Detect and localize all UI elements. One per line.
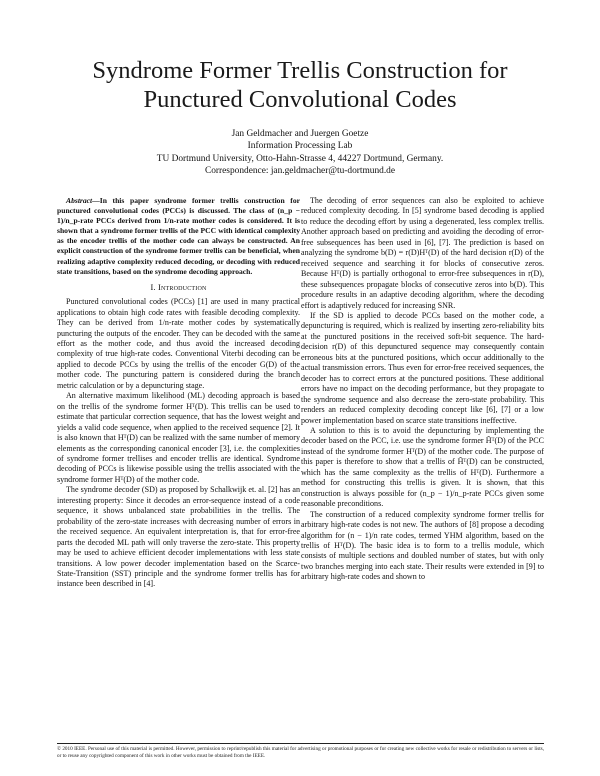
left-paragraph-3: The syndrome decoder (SD) as proposed by Schalkwijk et. al. [2] has an interesting property: Since it decodes an error-sequence instead of a code sequence, it shows unbalanced state probabilities in the trellis. The probability of the zero-state increases with decreasing number of errors in the received sequence. An equivalent interpretation is, that for error-free parts the decoded ML path will only traverse the zero-state. This property may be used to achieve efficient decoder implementations with less state transitions. A low power decoder implementation based on the Scarce-State-Transition (SST) principle and the syndrome former trellis has for instance been described in [4]. <box>57 485 300 589</box>
abstract <box>57 196 300 277</box>
author-affiliation: TU Dortmund University, Otto-Hahn-Strasse 4, 44227 Dortmund, Germany. <box>156 153 444 164</box>
left-paragraph-1: Punctured convolutional codes (PCCs) [1] are used in many practical applications to obtain high code rates with feasible decoding complexity. They can be derived from 1/n-rate mother codes by systematically puncturing the outputs of the encoder. They can be decoded with the same effort as the mother code, and thus avoid the increased decoding complexity of true high-rate codes. Conventional Viterbi decoding can be applied to decode PCCs by using the trellis of the encoder G(D) of the mother code. The puncturing pattern is considered during the branch metric calculation or by a depuncturing stage. <box>57 297 300 390</box>
right-paragraph-1: The decoding of error sequences can also be exploited to achieve reduced complexity decoding. In [5] syndrome based decoding is applied to reduce the decoding effort by using a degenerated, less complex trellis. Another approach based on predicting and avoiding the decoding of error-free subsequences has been used in [6], [7]. The prediction is based on analyzing the syndrome b(D) = r(D)Hᵀ(D) of the hard decision r(D) of the received sequence and searching it for blocks of consecutive zeros. Because Hᵀ(D) is partially orthogonal to error-free subsequences in r(D), these subsequences propagate blocks of consecutive zeros into b(D). This procedure results in an adaptive decoding algorithm, where the decoding effort is adaptively reduced for increasing SNR. <box>301 196 544 310</box>
abstract-label: Abstract <box>66 196 93 205</box>
abstract-text: —In this paper syndrome former trellis construction for punctured convolutional codes (PCCs) is discussed. The class of (n_p − 1)/n_p-rate PCCs derived from 1/n-rate mother codes is considered. It is shown that a syndrome former trellis of the PCC with identical complexity as the encoder trellis of the mother code can always be constructed. An explicit construction of the syndrome former trellis can be beneficial, when realizing adaptive complexity reduced decoding, or decoding with reduced state transitions, based on the syndrome decoding approach. <box>57 196 300 276</box>
left-column <box>57 196 300 590</box>
left-paragraph-2: An alternative maximum likelihood (ML) decoding approach is based on the trellis of the syndrome former Hᵀ(D). This trellis can be used to estimate that particular correction sequence, that has the lowest weight and yields a valid code sequence, when applied to the received sequence [2]. It is also known that Hᵀ(D) can be realized with the same number of memory elements as the corresponding canonical encoder [3], i.e. the complexities of syndrome former trellises and encoder trellis are identical. Syndrome decoding of PCCs is likewise possible using the trellis associated with the syndrome former Hᵀ(D) of the mother code. <box>57 391 300 484</box>
paper-title <box>40 56 560 114</box>
right-column <box>301 196 544 583</box>
section-title: Introduction <box>158 282 207 292</box>
author-correspondence: Correspondence: jan.geldmacher@tu-dortmund.de <box>204 166 396 177</box>
title-line-1: Syndrome Former Trellis Construction for <box>92 57 508 84</box>
section-number: I. <box>150 282 156 292</box>
title-line-2: Punctured Convolutional Codes <box>143 86 457 113</box>
right-paragraph-3: A solution to this is to avoid the depuncturing by implementing the decoder based on the PCC, i.e. use the syndrome former H̃ᵀ(D) of the PCC instead of the syndrome former Hᵀ(D) of the mother code. The purpose of this paper is therefore to show that a trellis of H̃ᵀ(D) can be constructed, which has the same complexity as the trellis of Hᵀ(D). Furthermore a method for constructing this trellis is given. It is shown, that this construction is always possible for (n_p − 1)/n_p-rate PCCs given some reasonable preconditions. <box>301 425 544 509</box>
author-names: Jan Geldmacher and Juergen Goetze <box>231 129 369 139</box>
right-paragraph-2: If the SD is applied to decode PCCs based on the mother code, a depuncturing is required, which is realized by inserting zero-reliability bits at the punctured positions in the received soft-bit sequence. The hard-decision r(D) of this depunctured sequence may consequently contain erroneous bits at the punctured positions, which occur additionally to the actual transmission errors. Thus even for error-free received sequences, the decoder has to correct errors at the punctured positions. These additional errors have no impact on the decoding performance, but they propagate to the syndrome sequence and also decrease the zero-state probability. This renders an reduced complexity decoding concept like [6], [7] or a low power implementation based on scarce state transitions ineffective. <box>301 310 544 425</box>
right-paragraph-4: The construction of a reduced complexity syndrome former trellis for arbitrary high-rate codes is not new. The authors of [8] propose a decoding algorithm for (n − 1)/n rate codes, termed YHM algorithm, based on the trellis of Hᵀ(D). The basic idea is to form to a trellis module, which consists of multiple sections and doubled number of states, but with only two branches merging into each state. Their results were extended in [9] to arbitrary high-rate codes and shown to <box>301 509 544 582</box>
author-block <box>60 128 540 178</box>
author-lab: Information Processing Lab <box>247 141 353 152</box>
section-heading <box>57 283 300 293</box>
copyright-footer: © 2010 IEEE. Personal use of this material is permitted. However, permission to reprint/republish this material for advertising or promotional purposes or for creating new collective works for resale or redistribution to servers or lists, or to reuse any copyrighted component of this work in other works must be obtained from the IEEE. <box>57 743 544 759</box>
